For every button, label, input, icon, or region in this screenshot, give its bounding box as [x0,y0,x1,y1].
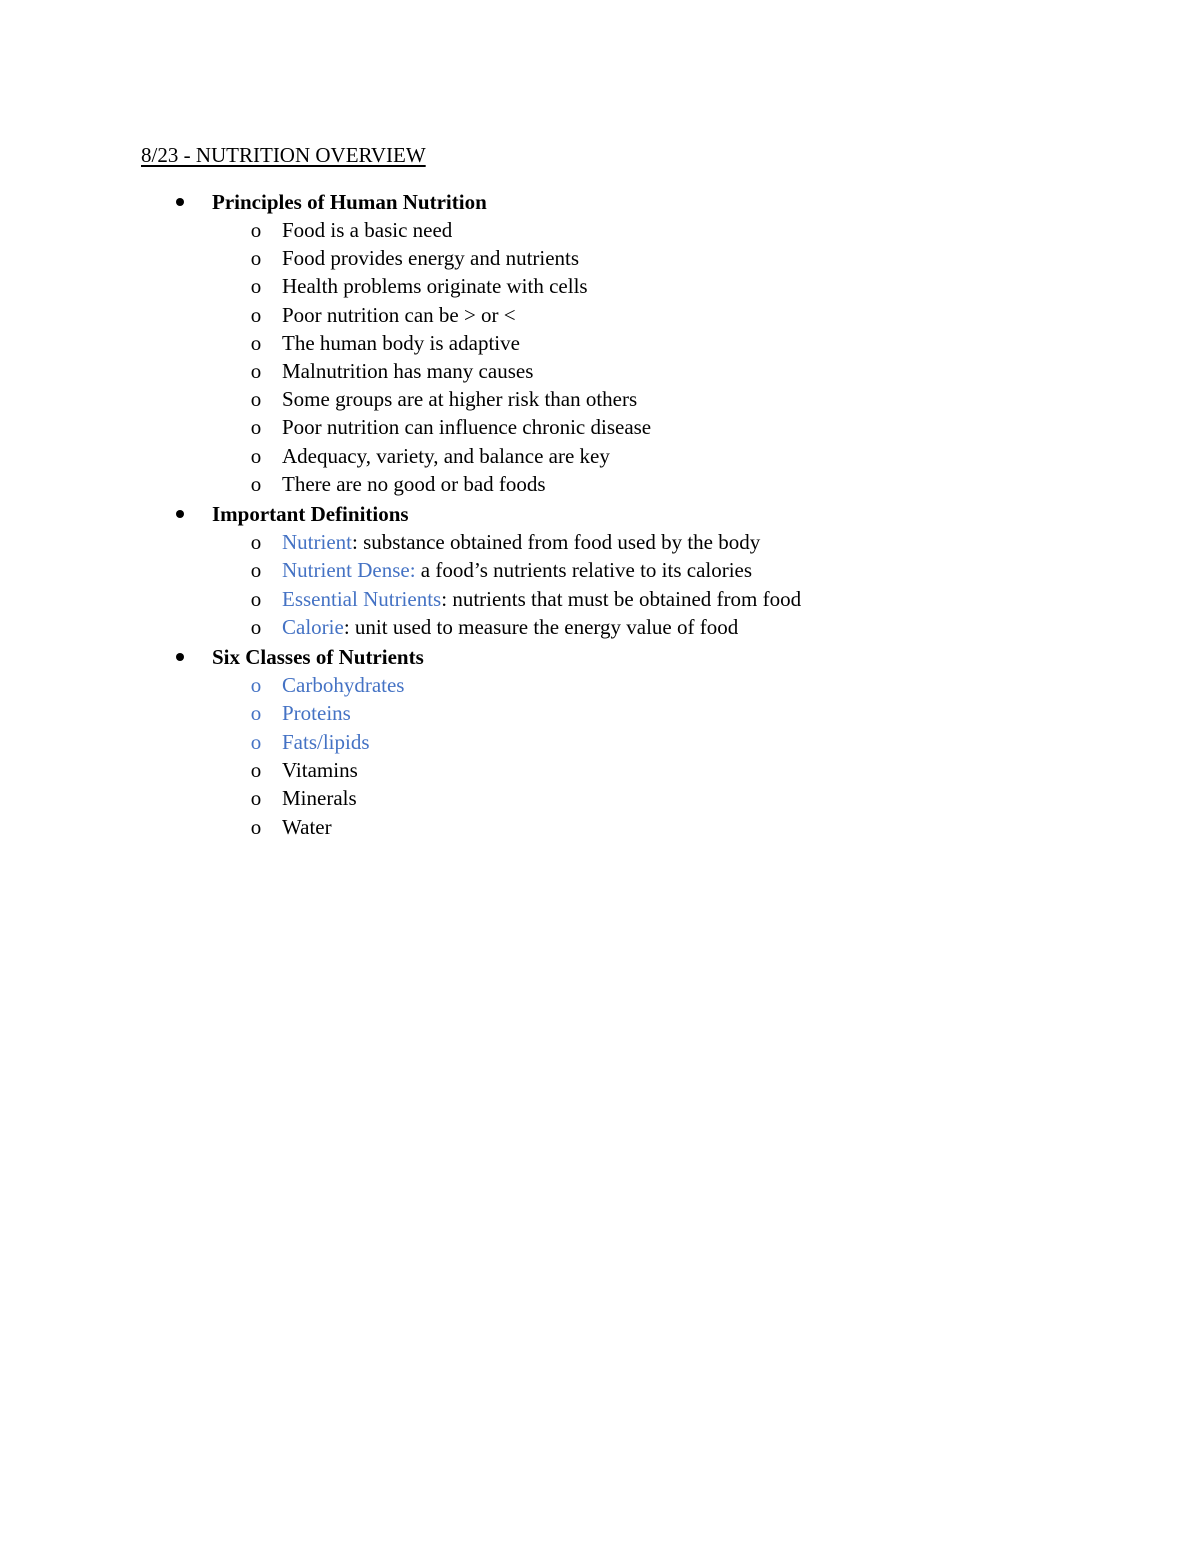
list-item-text: Some groups are at higher risk than others [282,387,638,411]
list-item [282,244,579,272]
definition-term: Carbohydrates [282,673,405,697]
list-item [282,301,516,329]
list-item-text: : unit used to measure the energy value of food [343,615,739,639]
list-item-text: Minerals [282,786,357,810]
sub-bullet-icon: o [250,730,262,754]
list-item-text: Food provides energy and nutrients [282,246,580,270]
definition-term: Calorie [282,615,344,639]
bullet-icon [176,653,184,661]
list-item [282,329,520,357]
list-item [282,413,651,441]
list-item-text: Malnutrition has many causes [282,359,534,383]
list-item [282,272,588,300]
definition-term: Nutrient Dense: [282,558,416,582]
sub-bullet-icon: o [250,415,262,439]
sub-bullet-icon: o [250,246,262,270]
sub-bullet-icon: o [250,218,262,242]
list-item [282,385,637,413]
section-heading: Six Classes of Nutrients [212,645,424,669]
list-item-text: Vitamins [282,758,358,782]
sub-bullet-icon: o [250,274,262,298]
list-item [282,728,370,756]
bullet-icon [176,510,184,518]
sub-bullet-icon: o [250,815,262,839]
section-heading: Important Definitions [212,502,409,526]
definition-term: Nutrient [282,530,352,554]
list-item-text: There are no good or bad foods [282,472,546,496]
list-item-text: Food is a basic need [282,218,453,242]
list-item-text: : nutrients that must be obtained from food [441,587,802,611]
list-item-text: The human body is adaptive [282,331,520,355]
list-item [282,756,358,784]
sub-bullet-icon: o [250,558,262,582]
definition-term: Fats/lipids [282,730,370,754]
list-item [282,216,452,244]
document-title: 8/23 - NUTRITION OVERVIEW [141,143,426,167]
list-item [282,470,546,498]
list-item [282,813,332,841]
sub-bullet-icon: o [250,615,262,639]
sub-bullet-icon: o [250,673,262,697]
list-item-text: Health problems originate with cells [282,274,588,298]
sub-bullet-icon: o [250,530,262,554]
list-item [282,528,760,556]
definition-term: Essential Nutrients [282,587,442,611]
list-item [282,585,801,613]
list-item-text: Water [282,815,332,839]
list-item [282,613,738,641]
list-item [282,784,357,812]
list-item-text: Poor nutrition can be > or < [282,303,516,327]
sub-bullet-icon: o [250,587,262,611]
list-item [282,699,351,727]
list-item [282,671,404,699]
sub-bullet-icon: o [250,331,262,355]
sub-bullet-icon: o [250,701,262,725]
sub-bullet-icon: o [250,387,262,411]
definition-term: Proteins [282,701,351,725]
sub-bullet-icon: o [250,786,262,810]
bullet-icon [176,198,184,206]
list-item-text: a food’s nutrients relative to its calories [415,558,753,582]
list-item-text: Poor nutrition can influence chronic disease [282,415,652,439]
sub-bullet-icon: o [250,303,262,327]
list-item [282,556,752,584]
sub-bullet-icon: o [250,472,262,496]
list-item-text: : substance obtained from food used by the body [351,530,761,554]
sub-bullet-icon: o [250,359,262,383]
list-item [282,442,610,470]
list-item [282,357,533,385]
list-item-text: Adequacy, variety, and balance are key [282,444,610,468]
section-heading: Principles of Human Nutrition [212,190,487,214]
sub-bullet-icon: o [250,444,262,468]
sub-bullet-icon: o [250,758,262,782]
